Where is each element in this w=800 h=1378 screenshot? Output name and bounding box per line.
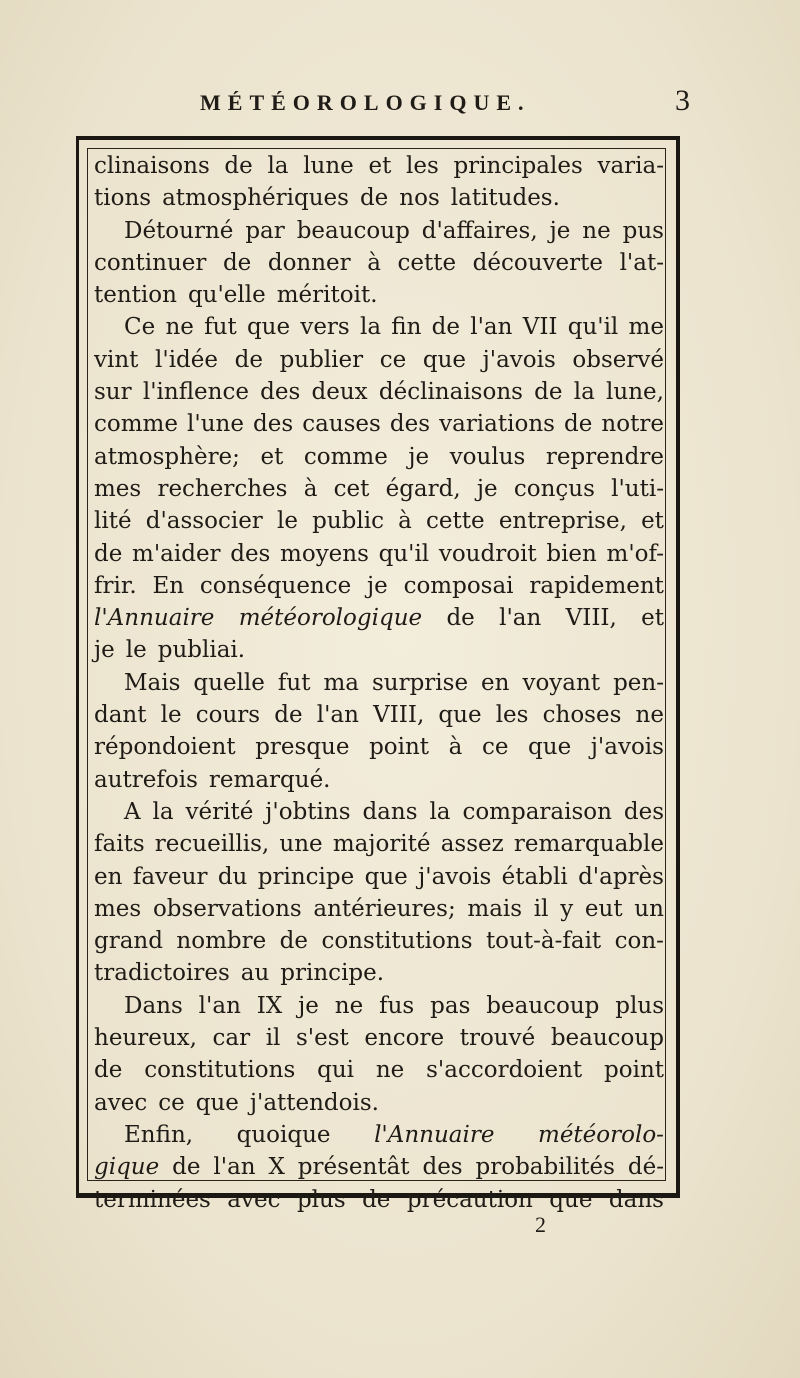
- word: j'obtins: [265, 798, 351, 825]
- word: de: [234, 346, 263, 373]
- word: les: [405, 153, 439, 179]
- word: une: [279, 831, 323, 858]
- word: ne: [635, 702, 664, 729]
- word: le: [276, 508, 298, 535]
- word: des: [230, 540, 271, 567]
- text-line: [94, 1054, 664, 1086]
- word: plus: [615, 992, 664, 1019]
- word: précaution: [406, 1186, 533, 1213]
- word: avec: [94, 1089, 148, 1116]
- word: lune,: [606, 379, 664, 406]
- word: que: [422, 346, 467, 373]
- word: l'inflence: [142, 379, 249, 406]
- word: probabilités: [475, 1154, 615, 1181]
- body-text: [94, 150, 664, 1216]
- word: Dans: [124, 992, 183, 1019]
- word: antérieures;: [313, 895, 456, 922]
- text-line: [94, 1119, 664, 1151]
- word: des: [253, 411, 294, 438]
- word: recueillis,: [154, 831, 270, 858]
- word: ma: [323, 669, 359, 696]
- word: autrefois: [94, 766, 198, 793]
- text-line: [94, 408, 664, 440]
- word: causes: [302, 411, 381, 438]
- word: l'Annuaire: [94, 605, 215, 632]
- word: l'at-: [619, 249, 664, 276]
- word: mes: [94, 475, 142, 502]
- word: mes: [94, 895, 142, 922]
- word: le: [125, 637, 147, 664]
- word: surprise: [371, 669, 469, 696]
- text-line: [94, 1087, 664, 1119]
- word: présentât: [297, 1154, 410, 1181]
- word: ne: [334, 992, 364, 1019]
- word: constitutions: [321, 928, 473, 955]
- text-line: [94, 279, 664, 311]
- word: de: [564, 411, 593, 438]
- word: l'une: [187, 411, 244, 438]
- word: l'idée: [155, 346, 218, 373]
- word: fus: [379, 992, 415, 1019]
- word: faveur: [132, 863, 208, 890]
- word: fut: [277, 669, 311, 696]
- word: dans: [608, 1186, 664, 1213]
- word: au: [240, 960, 270, 987]
- word: cette: [397, 249, 457, 276]
- text-line: [94, 505, 664, 537]
- word: VII: [522, 314, 558, 341]
- word: de: [362, 1186, 391, 1213]
- text-line: [94, 667, 664, 699]
- word: et: [641, 508, 664, 535]
- text-line: [94, 1184, 664, 1216]
- word: entreprise,: [498, 508, 627, 535]
- word: j'avois: [590, 734, 664, 761]
- signature-mark: 2: [535, 1212, 546, 1237]
- word: un: [634, 895, 664, 922]
- word: voudroit: [438, 540, 537, 567]
- word: méritoit.: [276, 282, 378, 309]
- word: pas: [430, 992, 471, 1019]
- word: ce: [481, 734, 509, 761]
- word: j'avois: [418, 863, 492, 890]
- word: tions: [94, 185, 152, 212]
- word: rapidement: [529, 572, 664, 599]
- word: point: [369, 734, 430, 761]
- word: cours: [195, 702, 261, 729]
- word: ne: [375, 1057, 405, 1084]
- word: que: [438, 702, 482, 729]
- word: qu'elle: [187, 282, 266, 309]
- word: encore: [364, 1025, 445, 1052]
- word: l'an: [213, 1154, 256, 1181]
- word: beaucoup: [486, 992, 600, 1019]
- word: du: [217, 863, 248, 890]
- word: par: [245, 217, 285, 244]
- word: des: [389, 411, 431, 438]
- word: je: [476, 475, 498, 502]
- word: et: [641, 605, 664, 632]
- word: comme: [303, 443, 388, 470]
- text-line: [94, 311, 664, 343]
- word: avec: [227, 1186, 281, 1213]
- word: voyant: [522, 669, 601, 696]
- word: les: [495, 702, 529, 729]
- word: en: [94, 863, 123, 890]
- word: moyens: [280, 540, 369, 567]
- word: je: [367, 572, 388, 599]
- word: cette: [426, 508, 485, 535]
- word: En: [152, 572, 185, 599]
- word: tout-à-fait: [485, 928, 602, 955]
- word: ne: [165, 314, 194, 341]
- word: point: [604, 1057, 664, 1084]
- word: quoique: [236, 1121, 331, 1148]
- word: météorologique: [238, 605, 423, 632]
- text-line: [94, 182, 664, 214]
- word: variations: [439, 411, 555, 438]
- word: je: [94, 637, 115, 664]
- word: heureux,: [94, 1025, 197, 1052]
- text-line: [94, 1022, 664, 1054]
- word: VIII,: [373, 702, 425, 729]
- word: d'après: [578, 863, 664, 890]
- word: dans: [362, 798, 418, 825]
- word: et: [260, 443, 284, 470]
- word: m'of-: [606, 540, 664, 567]
- text-line: [94, 215, 664, 247]
- running-title: MÉTÉOROLOGIQUE.: [200, 90, 531, 115]
- word: presque: [255, 734, 350, 761]
- word: de: [274, 702, 303, 729]
- word: que: [549, 1186, 593, 1213]
- word: à: [367, 249, 381, 276]
- text-line: [94, 796, 664, 828]
- word: continuer: [94, 249, 207, 276]
- word: dé-: [627, 1154, 664, 1181]
- text-line: [94, 344, 664, 376]
- word: égard,: [385, 475, 461, 502]
- text-line: [94, 731, 664, 763]
- word: varia-: [597, 153, 664, 179]
- word: répondoient: [94, 734, 236, 761]
- word: A: [124, 798, 141, 825]
- word: bien: [546, 540, 597, 567]
- word: plus: [296, 1186, 346, 1213]
- word: Mais: [124, 669, 181, 696]
- word: tradictoires: [94, 960, 230, 987]
- word: de: [431, 314, 461, 341]
- word: des: [422, 1154, 463, 1181]
- word: clinaisons: [94, 153, 210, 179]
- word: conséquence: [199, 572, 352, 599]
- word: composai: [403, 572, 514, 599]
- word: latitudes.: [450, 185, 560, 212]
- word: principales: [453, 153, 583, 179]
- word: comparaison: [462, 798, 612, 825]
- word: à: [448, 734, 463, 761]
- word: observé: [572, 346, 664, 373]
- word: que: [364, 863, 408, 890]
- word: de: [94, 540, 123, 567]
- word: mais: [467, 895, 523, 922]
- word: principe.: [280, 960, 385, 987]
- word: y: [560, 895, 574, 922]
- word: à: [398, 508, 412, 535]
- word: de: [222, 249, 252, 276]
- word: fut: [204, 314, 237, 341]
- word: je: [408, 443, 430, 470]
- word: de: [534, 379, 563, 406]
- word: assez: [440, 831, 504, 858]
- word: la: [359, 314, 382, 341]
- word: Ce: [124, 314, 156, 341]
- word: établi: [501, 863, 568, 890]
- word: tention: [94, 282, 177, 309]
- word: conçus: [513, 475, 595, 502]
- word: d'associer: [145, 508, 263, 535]
- word: IX: [256, 992, 283, 1019]
- word: je: [298, 992, 319, 1019]
- word: X: [268, 1154, 285, 1181]
- word: ne: [582, 217, 611, 244]
- text-line: [94, 570, 664, 602]
- word: de: [446, 605, 475, 632]
- word: vérité: [185, 798, 254, 825]
- word: constitutions: [144, 1057, 296, 1084]
- word: gique: [94, 1154, 160, 1181]
- word: frir.: [94, 572, 137, 599]
- word: la: [152, 798, 174, 825]
- word: vers: [300, 314, 350, 341]
- text-line: [94, 150, 664, 182]
- word: j'avois: [482, 346, 556, 373]
- word: je: [549, 217, 571, 244]
- word: atmosphère;: [94, 443, 240, 470]
- word: principe: [257, 863, 355, 890]
- word: faits: [94, 831, 145, 858]
- word: lité: [94, 508, 132, 535]
- word: lune: [303, 153, 354, 179]
- word: Détourné: [124, 217, 234, 244]
- text-line: [94, 473, 664, 505]
- word: découverte: [472, 249, 603, 276]
- word: choses: [542, 702, 622, 729]
- text-line: [94, 828, 664, 860]
- text-line: [94, 634, 664, 666]
- word: publiai.: [157, 637, 246, 664]
- word: qu'il: [567, 314, 619, 341]
- word: pen-: [613, 669, 664, 696]
- word: sur: [94, 379, 132, 406]
- word: fin: [391, 314, 422, 341]
- word: terminées: [94, 1186, 211, 1213]
- word: pus: [622, 217, 664, 244]
- word: l'an: [316, 702, 359, 729]
- word: deux: [311, 379, 368, 406]
- word: beaucoup: [296, 217, 410, 244]
- text-line: [94, 957, 664, 989]
- word: il: [265, 1025, 281, 1052]
- page-number: 3: [675, 84, 690, 117]
- word: donner: [267, 249, 351, 276]
- text-line: [94, 376, 664, 408]
- word: reprendre: [545, 443, 664, 470]
- word: remarqué.: [208, 766, 331, 793]
- word: grand: [94, 928, 163, 955]
- word: cet: [333, 475, 370, 502]
- word: météorolo-: [538, 1121, 664, 1148]
- word: la: [267, 153, 289, 179]
- text-line: [94, 1151, 664, 1183]
- word: nombre: [176, 928, 267, 955]
- word: le: [160, 702, 182, 729]
- word: comme: [94, 411, 178, 438]
- word: que: [195, 1089, 239, 1116]
- word: Enfin,: [124, 1121, 194, 1148]
- word: trouvé: [459, 1025, 536, 1052]
- word: l'Annuaire: [374, 1121, 495, 1148]
- word: s'accordoient: [426, 1057, 583, 1084]
- text-line: [94, 441, 664, 473]
- text-line: [94, 699, 664, 731]
- word: eut: [584, 895, 623, 922]
- word: l'an: [499, 605, 542, 632]
- text-line: [94, 538, 664, 570]
- word: me: [628, 314, 664, 341]
- word: observations: [152, 895, 302, 922]
- text-line: [94, 764, 664, 796]
- word: publier: [279, 346, 364, 373]
- word: notre: [601, 411, 664, 438]
- word: d'affaires,: [421, 217, 538, 244]
- word: des: [623, 798, 664, 825]
- word: de: [224, 153, 253, 179]
- word: atmosphériques: [162, 185, 349, 212]
- word: la: [573, 379, 595, 406]
- word: quelle: [193, 669, 265, 696]
- word: de: [279, 928, 308, 955]
- word: recherches: [157, 475, 288, 502]
- word: car: [212, 1025, 251, 1052]
- word: beaucoup: [550, 1025, 664, 1052]
- word: la: [429, 798, 451, 825]
- word: ce: [379, 346, 407, 373]
- word: que: [528, 734, 572, 761]
- word: majorité: [332, 831, 431, 858]
- word: ce: [158, 1089, 185, 1116]
- word: de: [359, 185, 389, 212]
- text-line: [94, 247, 664, 279]
- word: dant: [94, 702, 147, 729]
- word: l'uti-: [611, 475, 664, 502]
- word: il: [533, 895, 549, 922]
- word: con-: [614, 928, 664, 955]
- text-line: [94, 925, 664, 957]
- word: nos: [399, 185, 440, 212]
- word: l'an: [470, 314, 513, 341]
- word: des: [260, 379, 301, 406]
- word: m'aider: [132, 540, 221, 567]
- word: remarquable: [513, 831, 664, 858]
- word: de: [94, 1057, 123, 1084]
- word: qu'il: [378, 540, 430, 567]
- text-line: [94, 861, 664, 893]
- word: VIII,: [565, 605, 617, 632]
- page-header: [80, 84, 690, 128]
- word: et: [368, 153, 392, 179]
- word: public: [312, 508, 384, 535]
- word: déclinaisons: [378, 379, 523, 406]
- text-line: [94, 990, 664, 1022]
- word: vint: [94, 346, 139, 373]
- word: que: [246, 314, 291, 341]
- word: qui: [317, 1057, 354, 1084]
- word: s'est: [296, 1025, 349, 1052]
- word: en: [481, 669, 510, 696]
- word: de: [172, 1154, 201, 1181]
- text-line: [94, 602, 664, 634]
- text-line: [94, 893, 664, 925]
- word: j'attendois.: [249, 1089, 379, 1116]
- word: à: [303, 475, 318, 502]
- word: l'an: [198, 992, 241, 1019]
- word: voulus: [449, 443, 526, 470]
